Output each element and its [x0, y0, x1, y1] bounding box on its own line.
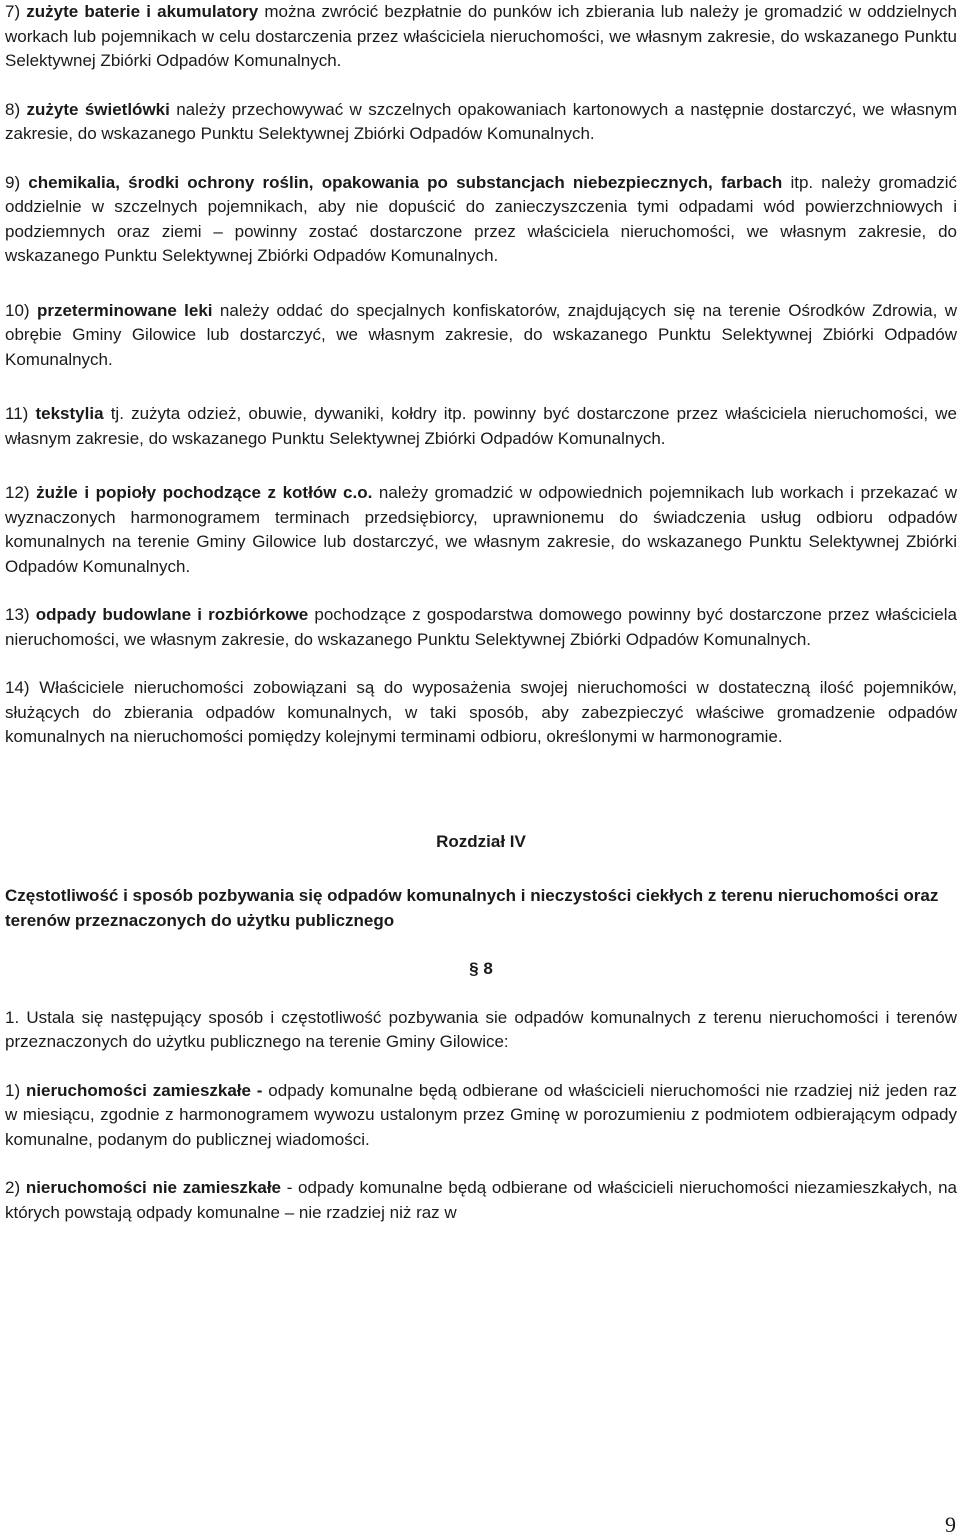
- document-page: [5, 0, 957, 1225]
- item-heading: żużle i popioły pochodzące z kotłów c.o.: [36, 483, 373, 502]
- item-number: 11): [5, 404, 29, 423]
- paragraph-mark: § 8: [469, 959, 493, 978]
- item-heading: przeterminowane leki: [36, 300, 213, 320]
- item-number: 8): [5, 99, 21, 119]
- item-text: należy przechowywać w szczelnych opakowaniach kartonowych a następnie dostarczyć, we własnym zakresie, do wskazanego Punktu Selektywnej Zbiórki Odpadów Komunalnych.: [5, 99, 957, 143]
- item-heading: zużyte świetlówki: [26, 99, 170, 119]
- item-text: odpady komunalne będą odbierane od właścicieli nieruchomości nie rzadziej niż jeden raz w miesiącu, zgodnie z harmonogramem wywozu ustalonym przez Gminę w porozumieniu z podmiotem odbierającym odpady komunalne, podanym do publicznej wiadomości.: [5, 1080, 957, 1149]
- item-number: 13): [5, 605, 30, 624]
- item-text: itp. należy gromadzić oddzielnie w szczelnych pojemnikach, aby nie dopuścić do zanieczyszczenia tymi odpadami wód powierzchniowych i podziemnych oraz ziemi – powinny zostać dostarczone przez właściciela nieruchomości, we własnym zakresie, do wskazanego Punktu Selektywnej Zbiórki Odpadów Komunalnych.: [5, 172, 957, 265]
- item-text: pochodzące z gospodarstwa domowego powinny być dostarczone przez właściciela nieruchomości, we własnym zakresie, do wskazanego Punktu Selektywnej Zbiórki Odpadów Komunalnych.: [5, 605, 957, 649]
- item-number: 7): [5, 2, 21, 21]
- page-number: 9: [945, 1512, 956, 1537]
- item-8: [5, 98, 957, 147]
- item-number: 9): [5, 172, 21, 192]
- item-14: [5, 676, 957, 750]
- item-number: 14): [5, 678, 30, 697]
- item-7: [5, 0, 957, 74]
- item-11: [5, 402, 957, 451]
- item-heading: chemikalia, środki ochrony roślin, opakowania po substancjach niebezpiecznych, farbach: [28, 172, 783, 192]
- item-heading: nieruchomości nie zamieszkałe: [25, 1178, 281, 1197]
- item-10: [5, 299, 957, 373]
- item-text: można zwrócić bezpłatnie do punków ich zbierania lub należy je gromadzić w oddzielnych workach lub pojemnikach w celu dostarczenia przez właściciela nieruchomości, we własnym zakresie, do wskazanego Punktu Selektywnej Zbiórki Odpadów Komunalnych.: [5, 2, 957, 70]
- point-1: 1. Ustala się następujący sposób i częstotliwość pozbywania sie odpadów komunalnych z terenu nieruchomości i terenów przeznaczonych do użytku publicznego na terenie Gminy Gilowice:: [5, 1007, 957, 1051]
- item-heading: tekstylia: [35, 404, 104, 423]
- item-text: należy oddać do specjalnych konfiskatorów, znajdujących się na terenie Ośrodków Zdrowia, w obrębie Gminy Gilowice lub dostarczyć, we własnym zakresie, do wskazanego Punktu Selektywnej Zbiórki Odpadów Komunalnych.: [5, 300, 957, 369]
- item-heading: zużyte baterie i akumulatory: [26, 2, 259, 21]
- item-heading: odpady budowlane i rozbiórkowe: [35, 605, 309, 624]
- item-number: 2): [5, 1178, 21, 1197]
- item-number: 10): [5, 300, 30, 320]
- subpoint-2: [5, 1176, 957, 1225]
- item-13: [5, 603, 957, 652]
- section-title: Częstotliwość i sposób pozbywania się odpadów komunalnych i nieczystości ciekłych z terenu nieruchomości oraz terenów przeznaczonych do użytku publicznego: [5, 886, 939, 930]
- item-text: - odpady komunalne będą odbierane od właścicieli nieruchomości niezamieszkałych, na których powstają odpady komunalne – nie rzadziej niż raz w: [5, 1178, 957, 1222]
- item-12: [5, 481, 957, 579]
- item-number: 1): [5, 1080, 21, 1100]
- item-number: 12): [5, 483, 30, 502]
- chapter-title: Rozdział IV: [436, 831, 526, 851]
- item-text: należy gromadzić w odpowiednich pojemnikach lub workach i przekazać w wyznaczonych harmonogramem terminach przedsiębiorcy, uprawnionemu do świadczenia usług odbioru odpadów komunalnych na terenie Gminy Gilowice lub dostarczyć, we własnym zakresie, do wskazanego Punktu Selektywnej Zbiórki Odpadów Komunalnych.: [5, 483, 957, 576]
- item-heading: nieruchomości zamieszkałe -: [25, 1080, 263, 1100]
- item-text: tj. zużyta odzież, obuwie, dywaniki, kołdry itp. powinny być dostarczone przez właściciela nieruchomości, we własnym zakresie, do wskazanego Punktu Selektywnej Zbiórki Odpadów Komunalnych.: [5, 404, 957, 448]
- item-9: [5, 171, 957, 269]
- subpoint-1: [5, 1079, 957, 1153]
- item-text: Właściciele nieruchomości zobowiązani są do wyposażenia swojej nieruchomości w dostateczną ilość pojemników, służących do zbierania odpadów komunalnych, w taki sposób, aby zabezpieczyć właściwe gromadzenie odpadów komunalnych na nieruchomości pomiędzy kolejnymi terminami odbioru, określonymi w harmonogramie.: [5, 678, 957, 746]
